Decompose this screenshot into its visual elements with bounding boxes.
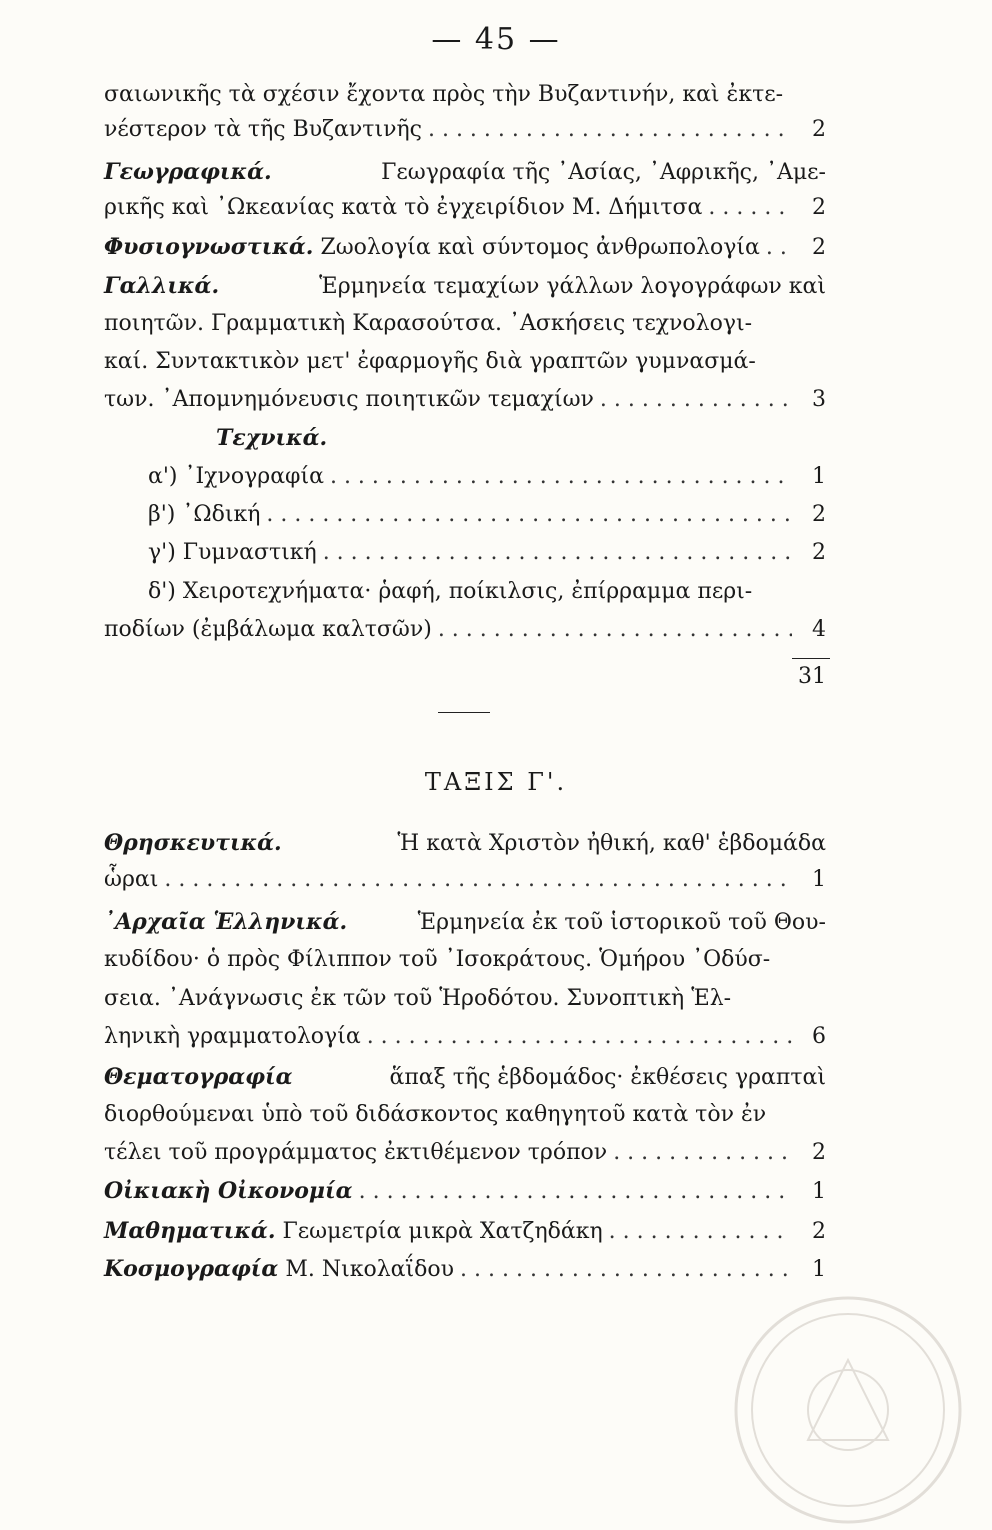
- text-line: [104, 865, 826, 895]
- text-line: [104, 115, 826, 145]
- line-text: σαιωνικῆς τὰ σχέσιν ἔχοντα πρὸς τὴν Βυζαντινήν, καὶ ἐκτε-: [104, 82, 784, 107]
- hours-value: 1: [812, 1179, 826, 1204]
- text-line: [104, 1176, 826, 1207]
- line-text: καί. Συντακτικὸν μετ' ἐφαρμογῆς διὰ γραπτῶν γυμνασμά-: [104, 349, 756, 374]
- line-text: ἅπαξ τῆς ἑβδομάδος· ἐκθέσεις γραπταὶ: [382, 1065, 826, 1090]
- dot-leader: [428, 115, 792, 145]
- line-text: δ') Χειροτεχνήματα· ῥαφή, ποίκιλσις, ἐπίρραμμα περι-: [148, 579, 753, 604]
- text-line: [216, 423, 938, 453]
- subject-name: Γαλλικά.: [104, 273, 220, 299]
- subject-name: Θεματογραφία: [104, 1064, 293, 1090]
- dot-leader: [367, 1022, 792, 1052]
- text-line: [104, 615, 826, 645]
- dot-leader: [359, 1177, 792, 1207]
- line-text: κυδίδου· ὁ πρὸς Φίλιππον τοῦ ᾿Ισοκράτους. Ὁμήρου ᾿Οδύσ-: [104, 947, 771, 972]
- text-line: [104, 157, 826, 188]
- text-line: [104, 1100, 826, 1130]
- text-line: [104, 309, 826, 339]
- dot-leader: [438, 615, 792, 645]
- text-line: [104, 347, 826, 377]
- line-text: Ἑρμηνεία τεμαχίων γάλλων λογογράφων καὶ: [312, 274, 826, 299]
- total-rule: [792, 658, 830, 659]
- text-line: [148, 462, 826, 492]
- text-line: [148, 577, 826, 607]
- line-text: α') ᾿Ιχνογραφία: [148, 464, 324, 489]
- dot-leader: [766, 233, 792, 263]
- text-line: [104, 232, 826, 263]
- library-seal-icon: [728, 1290, 968, 1530]
- dot-leader: [164, 865, 792, 895]
- subject-name: Φυσιογνωστικά.: [104, 234, 314, 260]
- line-text: διορθούμεναι ὑπὸ τοῦ διδάσκοντος καθηγητοῦ κατὰ τὸν ἐν: [104, 1102, 767, 1127]
- text-line: [104, 1062, 826, 1093]
- hours-value: 1: [812, 1257, 826, 1282]
- line-text: β') ᾿Ωδική: [148, 502, 261, 527]
- line-text: γ') Γυμναστική: [148, 540, 317, 565]
- text-line: [104, 828, 826, 859]
- text-line: [148, 538, 826, 568]
- line-text: των. ᾿Απομνημόνευσις ποιητικῶν τεμαχίων: [104, 387, 594, 412]
- text-line: [104, 1138, 826, 1168]
- hours-value: 2: [812, 235, 826, 260]
- text-line: [104, 385, 826, 415]
- hours-value: 2: [812, 1140, 826, 1165]
- hours-value: 2: [812, 195, 826, 220]
- hours-value: 3: [812, 387, 826, 412]
- hours-value: 2: [812, 1219, 826, 1244]
- text-line: [104, 80, 826, 110]
- text-line: [104, 1022, 826, 1052]
- hours-value: 1: [812, 867, 826, 892]
- subject-name: Οἰκιακὴ Οἰκονομία: [104, 1178, 353, 1204]
- line-text: ληνικὴ γραμματολογία: [104, 1024, 361, 1049]
- line-text: Μ. Νικολαΐδου: [278, 1257, 455, 1282]
- dot-leader: [708, 193, 792, 223]
- total-hours: 31: [798, 664, 826, 689]
- hours-value: 6: [812, 1024, 826, 1049]
- dot-leader: [600, 385, 792, 415]
- dot-leader: [323, 538, 792, 568]
- dot-leader: [330, 462, 792, 492]
- subject-name: Γεωγραφικά.: [104, 159, 272, 185]
- text-line: [104, 1254, 826, 1285]
- line-text: ποδίων (ἐμβάλωμα καλτσῶν): [104, 617, 432, 642]
- text-line: [104, 1216, 826, 1247]
- subject-name: ᾿Αρχαῖα Ἑλληνικά.: [104, 909, 348, 935]
- subject-name: Θρησκευτικά.: [104, 830, 282, 856]
- subject-name: Μαθηματικά.: [104, 1218, 276, 1244]
- line-text: Ἑρμηνεία ἐκ τοῦ ἱστορικοῦ τοῦ Θου-: [410, 910, 826, 935]
- hours-value: 2: [812, 117, 826, 142]
- line-text: νέστερον τὰ τῆς Βυζαντινῆς: [104, 117, 422, 142]
- hours-value: 2: [812, 502, 826, 527]
- line-text: Ζωολογία καὶ σύντομος ἀνθρωπολογία: [313, 235, 760, 260]
- hours-value: 1: [812, 464, 826, 489]
- line-text: Γεωγραφία τῆς ᾿Ασίας, ᾿Αφρικῆς, ᾿Αμε-: [374, 160, 826, 185]
- line-text: Γεωμετρία μικρὰ Χατζηδάκη: [275, 1219, 603, 1244]
- line-text: ρικῆς καὶ ᾿Ωκεανίας κατὰ τὸ ἐγχειρίδιον Μ. Δήμιτσα: [104, 195, 703, 220]
- section-separator: [438, 712, 490, 713]
- dot-leader: [266, 500, 792, 530]
- dot-leader: [460, 1255, 792, 1285]
- text-line: [104, 271, 826, 302]
- subject-name: Κοσμογραφία: [104, 1256, 279, 1282]
- page-number: — 45 —: [431, 22, 561, 57]
- line-text: Ἡ κατὰ Χριστὸν ἠθική, καθ' ἑβδομάδα: [390, 831, 826, 856]
- hours-value: 2: [812, 540, 826, 565]
- hours-value: 4: [812, 617, 826, 642]
- text-line: [104, 984, 826, 1014]
- dot-leader: [609, 1217, 792, 1247]
- line-text: τέλει τοῦ προγράμματος ἐκτιθέμενον τρόπον: [104, 1140, 608, 1165]
- text-line: [104, 193, 826, 223]
- line-text: ποιητῶν. Γραμματικὴ Καρασούτσα. ᾿Ασκήσεις τεχνολογι-: [104, 311, 753, 336]
- text-line: [104, 945, 826, 975]
- line-text: σεια. ᾿Ανάγνωσις ἐκ τῶν τοῦ Ἡροδότου. Συνοπτικὴ Ἑλ-: [104, 986, 732, 1011]
- line-text: ὧραι: [104, 867, 159, 892]
- text-line: [104, 907, 826, 938]
- text-line: [148, 500, 826, 530]
- section-title: ΤΑΞΙΣ Γ'.: [424, 768, 568, 796]
- dot-leader: [613, 1138, 792, 1168]
- subject-name: Τεχνικά.: [216, 425, 328, 451]
